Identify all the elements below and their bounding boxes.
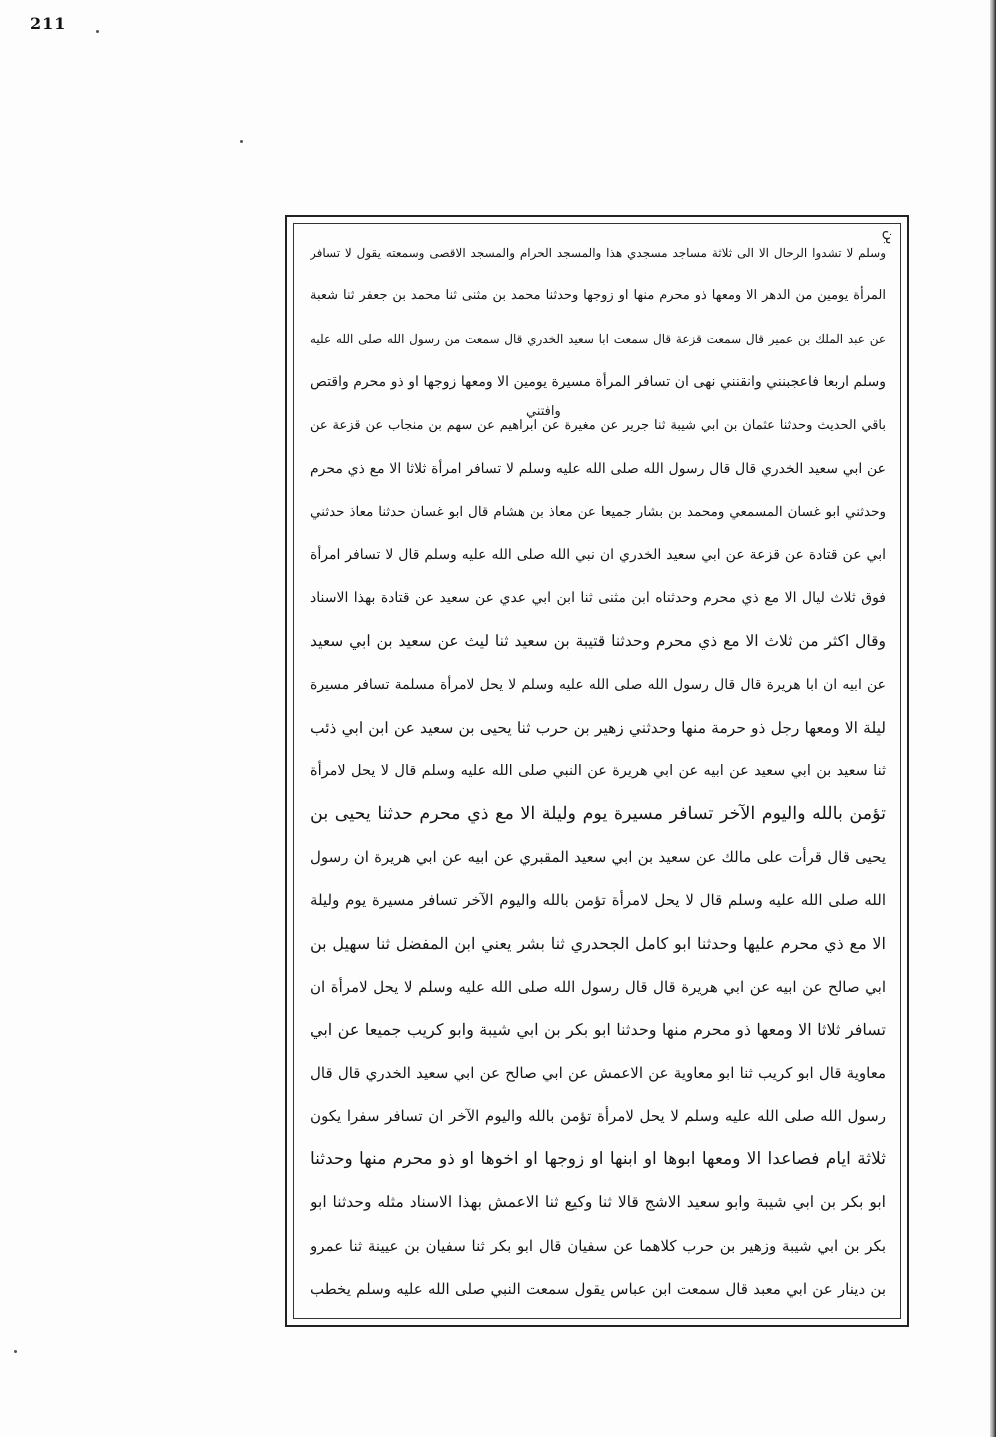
- text-line: عن عبد الملك بن عمير قال سمعت قزعة قال سمعت ابا سعيد الخدري قال سمعت من رسول الله صلى الله عليه: [310, 332, 886, 347]
- text-line: ثنا سعيد بن ابي سعيد عن ابيه عن ابي هريرة عن النبي صلى الله عليه وسلم قال لا يحل لامرأة: [310, 762, 886, 779]
- text-line: ليلة الا ومعها رجل ذو حرمة منها وحدثني زهير بن حرب ثنا يحيى بن سعيد عن ابن ابي ذئب: [310, 718, 886, 737]
- text-line: وقال اكثر من ثلاث الا مع ذي محرم وحدثنا قتيبة بن سعيد ثنا ليث عن سعيد بن ابي سعيد: [310, 632, 886, 651]
- text-line: بن دينار عن ابي معبد قال سمعت ابن عباس يقول سمعت النبي صلى الله عليه وسلم يخطب: [310, 1279, 886, 1298]
- text-line: فوق ثلاث ليال الا مع ذي محرم وحدثناه ابن مثنى ثنا ابن ابي عدي عن سعيد عن قتادة بهذا الاسناد: [310, 590, 886, 607]
- text-line: رسول الله صلى الله عليه وسلم لا يحل لامرأة تؤمن بالله واليوم الآخر ان تسافر سفرا يكون: [310, 1107, 886, 1126]
- text-line: يحيى قال قرأت على مالك عن سعيد بن ابي سعيد المقبري عن ابيه عن ابي هريرة ان رسول: [310, 848, 886, 867]
- text-line: عن ابيه ان ابا هريرة قال قال رسول الله صلى الله عليه وسلم لا يحل لامرأة مسلمة تسافر مسيرة: [310, 676, 886, 693]
- page-edge: [990, 0, 996, 1437]
- text-line: وحدثني ابو غسان المسمعي ومحمد بن بشار جميعا عن معاذ بن هشام قال ابو غسان حدثنا معاذ حدثني: [310, 503, 886, 520]
- text-line: ثلاثة ايام فصاعدا الا ومعها ابوها او ابنها او زوجها او اخوها او ذو محرم منها وحدثنا: [310, 1149, 886, 1170]
- ink-speck: [14, 1350, 17, 1353]
- margin-note: بن: [882, 230, 898, 245]
- text-line: عن ابي سعيد الخدري قال قال رسول الله صلى الله عليه وسلم لا تسافر امرأة ثلاثا الا مع ذي محرم: [310, 460, 886, 477]
- text-line: ابي صالح عن ابيه عن ابي هريرة قال قال رسول الله صلى الله عليه وسلم لا يحل لامرأة ان: [310, 977, 886, 996]
- text-line: وسلم اربعا فاعجبنني وانقنني نهى ان تسافر المرأة مسيرة يومين الا ومعها زوجها او ذو محرم واقتص: [310, 374, 886, 391]
- ink-speck: [240, 140, 243, 143]
- text-line: ابي عن قتادة عن قزعة عن ابي سعيد الخدري ان نبي الله صلى الله عليه وسلم قال لا تسافر امرأة: [310, 547, 886, 564]
- interline-note: وافتني: [526, 404, 561, 419]
- text-line: الله صلى الله عليه وسلم قال لا يحل لامرأة تؤمن بالله واليوم الآخر تسافر مسيرة يوم وليلة: [310, 891, 886, 910]
- text-line: ابو بكر بن ابي شيبة وابو سعيد الاشج قالا ثنا وكيع ثنا الاعمش بهذا الاسناد مثله وحدثنا ابو: [310, 1193, 886, 1212]
- page-number: 211: [30, 14, 67, 33]
- text-line: معاوية قال ابو كريب ثنا ابو معاوية عن الاعمش عن ابي صالح عن ابي سعيد الخدري قال قال: [310, 1063, 886, 1082]
- text-line: المرأة يومين من الدهر الا ومعها ذو محرم منها او زوجها وحدثنا محمد بن مثنى ثنا محمد بن جعفر ثنا شعبة: [310, 288, 886, 304]
- text-line: الا مع ذي محرم عليها وحدثنا ابو كامل الجحدري ثنا بشر يعني ابن المفضل ثنا سهيل بن: [310, 933, 886, 953]
- text-frame-inner: [293, 223, 901, 1319]
- ink-speck: [96, 30, 99, 33]
- text-line: تسافر ثلاثا الا ومعها ذو محرم منها وحدثنا ابو بكر بن ابي شيبة وابو كريب جميعا عن ابي: [310, 1019, 886, 1039]
- text-line: باقي الحديث وحدثنا عثمان بن ابي شيبة ثنا جرير عن مغيرة عن ابراهيم عن سهم بن منجاب عن قزعة عن: [310, 417, 886, 433]
- text-line: وسلم لا تشدوا الرحال الا الى ثلاثة مساجد مسجدي هذا والمسجد الحرام والمسجد الاقصى وسمعته يقول لا تسافر: [310, 246, 886, 260]
- text-frame-outer: [285, 215, 909, 1327]
- text-line: بكر بن ابي شيبة وزهير بن حرب كلاهما عن سفيان قال ابو بكر ثنا سفيان بن عيينة ثنا عمرو: [310, 1236, 886, 1255]
- text-line: تؤمن بالله واليوم الآخر تسافر مسيرة يوم وليلة الا مع ذي محرم حدثنا يحيى بن: [310, 804, 886, 825]
- manuscript-text: [310, 238, 886, 1304]
